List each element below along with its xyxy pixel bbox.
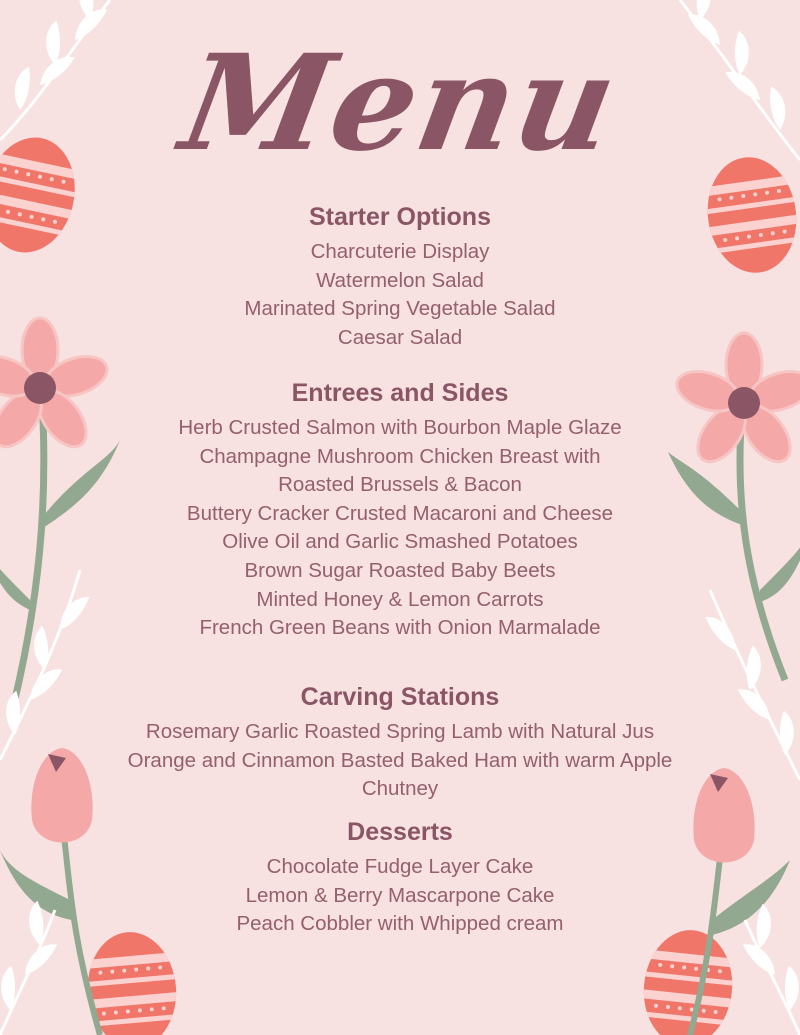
menu-item: Watermelon Salad [316, 268, 484, 292]
menu-item: Peach Cobbler with Whipped cream [236, 912, 564, 936]
menu-item: Roasted Brussels & Bacon [278, 473, 522, 497]
menu-item: Brown Sugar Roasted Baby Beets [244, 558, 556, 582]
menu-item: Marinated Spring Vegetable Salad [244, 297, 556, 321]
section-desserts [60, 817, 740, 939]
section-carving-stations [60, 682, 740, 804]
menu-item: Buttery Cracker Crusted Macaroni and Cheese [186, 501, 614, 525]
section-items [60, 853, 740, 939]
leaf-branch-icon [0, 900, 63, 1035]
menu-item: French Green Beans with Onion Marmalade [199, 616, 601, 640]
menu-item: Herb Crusted Salmon with Bourbon Maple Glaze [178, 416, 622, 439]
menu-item: Chutney [361, 777, 439, 801]
section-heading: Entrees and Sides [291, 379, 509, 407]
section-heading: Desserts [347, 818, 453, 846]
menu-item: Caesar Salad [337, 325, 463, 349]
menu-title: Menu [171, 26, 629, 181]
menu-item: Charcuterie Display [310, 240, 490, 263]
leaf-branch-icon [737, 903, 800, 1035]
menu-item: Chocolate Fudge Layer Cake [266, 855, 534, 878]
menu-item: Champagne Mushroom Chicken Breast with [199, 444, 601, 468]
section-starter-options [60, 202, 740, 352]
section-items [60, 414, 740, 643]
section-items [60, 718, 740, 804]
section-items [60, 238, 740, 352]
menu-item: Minted Honey & Lemon Carrots [256, 587, 544, 611]
menu-item: Olive Oil and Garlic Smashed Potatoes [222, 530, 578, 554]
menu-item: Orange and Cinnamon Basted Baked Ham with warm Apple [127, 748, 673, 772]
section-heading: Carving Stations [300, 683, 500, 711]
menu-item: Lemon & Berry Mascarpone Cake [245, 883, 555, 907]
section-heading: Starter Options [309, 203, 491, 231]
section-entrees-and-sides [60, 378, 740, 643]
easter-egg-icon [632, 925, 744, 1035]
menu-item: Rosemary Garlic Roasted Spring Lamb with Natural Jus [145, 720, 655, 743]
